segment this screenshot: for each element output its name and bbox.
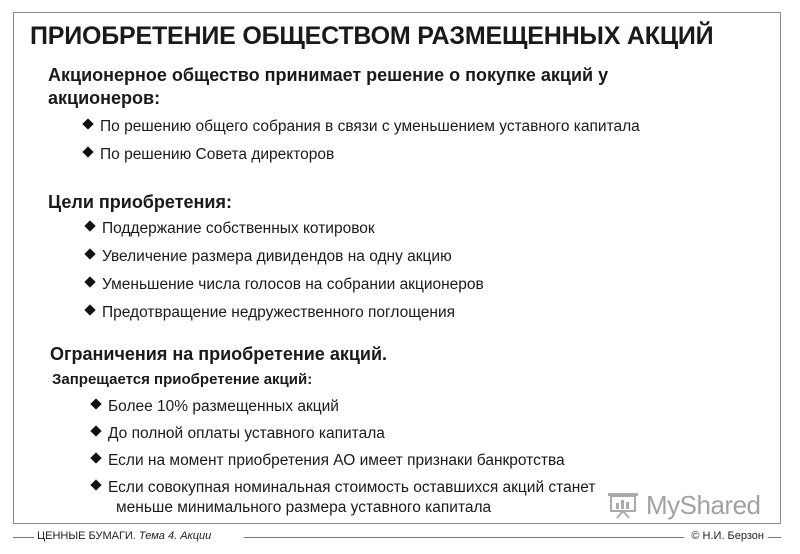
- diamond-bullet-icon: [82, 146, 93, 157]
- watermark: [606, 490, 761, 520]
- footer-course: ЦЕННЫЕ БУМАГИ. Тема 4. Акции: [37, 530, 212, 542]
- diamond-bullet-icon: [82, 118, 93, 129]
- limits-subheading: Запрещается приобретение акций:: [52, 371, 313, 388]
- list-item: Более 10% размещенных акций: [92, 397, 339, 416]
- slide-title: ПРИОБРЕТЕНИЕ ОБЩЕСТВОМ РАЗМЕЩЕННЫХ АКЦИЙ: [30, 22, 714, 50]
- list-item: Уменьшение числа голосов на собрании акционеров: [86, 275, 484, 294]
- list-item: Если совокупная номинальная стоимость оставшихся акций станет: [92, 478, 596, 497]
- limits-heading: Ограничения на приобретение акций.: [50, 344, 388, 364]
- diamond-bullet-icon: [84, 220, 95, 231]
- goals-heading: Цели приобретения:: [48, 192, 232, 212]
- list-item: Увеличение размера дивидендов на одну акцию: [86, 247, 452, 266]
- list-item: До полной оплаты уставного капитала: [92, 424, 385, 443]
- footer-divider: [244, 537, 684, 538]
- diamond-bullet-icon: [84, 276, 95, 287]
- diamond-bullet-icon: [84, 304, 95, 315]
- footer-author: © Н.И. Берзон: [691, 530, 764, 542]
- list-item: Поддержание собственных котировок: [86, 219, 375, 238]
- diamond-bullet-icon: [90, 425, 101, 436]
- footer-divider: [13, 537, 34, 538]
- watermark-text: MyShared: [646, 489, 761, 520]
- list-item-continuation: меньше минимального размера уставного капитала: [116, 499, 492, 516]
- decision-heading-line1: Акционерное общество принимает решение о покупке акций у: [48, 65, 609, 85]
- list-item: Предотвращение недружественного поглощения: [86, 303, 455, 322]
- decision-heading-line2: акционеров:: [48, 88, 161, 108]
- diamond-bullet-icon: [90, 479, 101, 490]
- footer-divider: [768, 537, 781, 538]
- diamond-bullet-icon: [84, 248, 95, 259]
- list-item: По решению общего собрания в связи с уменьшением уставного капитала: [84, 117, 640, 136]
- footer-topic: Тема 4. Акции: [138, 530, 212, 542]
- list-item: Если на момент приобретения АО имеет признаки банкротства: [92, 451, 565, 470]
- list-item: По решению Совета директоров: [84, 145, 334, 164]
- diamond-bullet-icon: [90, 398, 101, 409]
- presentation-board-icon: [606, 491, 640, 519]
- diamond-bullet-icon: [90, 452, 101, 463]
